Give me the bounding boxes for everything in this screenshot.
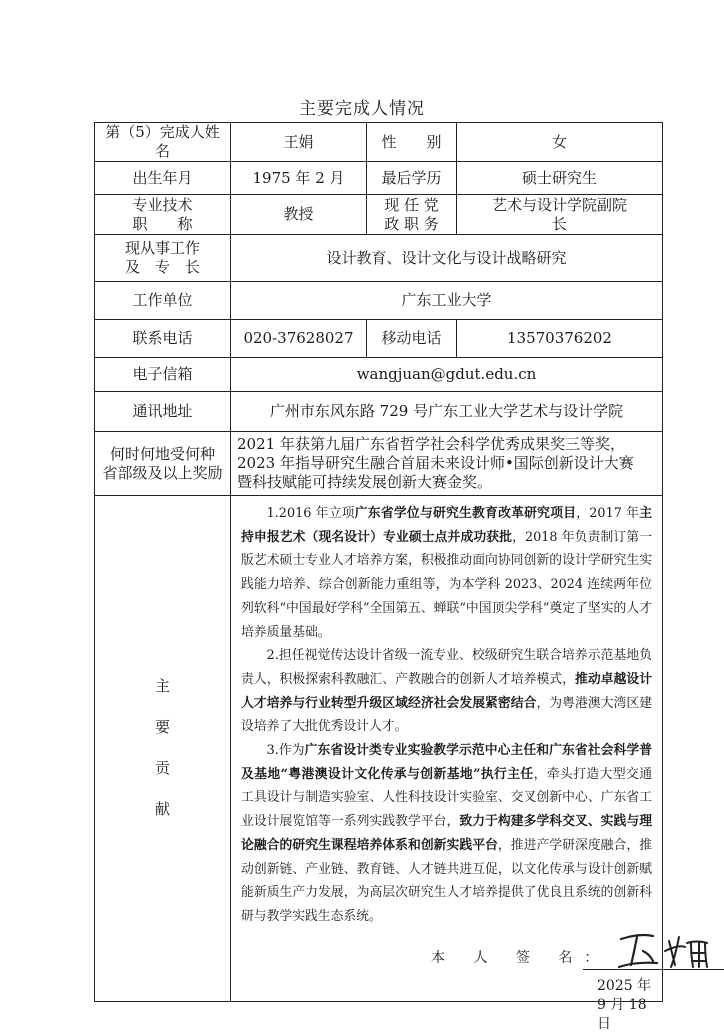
unit-label: 工作单位 <box>95 282 231 320</box>
address-row <box>95 392 663 432</box>
awards-line2: 2023 年指导研究生融合首届未来设计师•国际创新设计大赛 <box>237 454 634 472</box>
birth-label: 出生年月 <box>95 162 231 195</box>
phone-label: 联系电话 <box>95 320 231 358</box>
p2-text: ，为粤港澳大湾区建设培养了大批优秀设计人才。 <box>241 695 653 735</box>
page-title: 主要完成人情况 <box>299 99 425 119</box>
gender-label: 性 别 <box>367 123 457 162</box>
awards-label <box>95 432 231 496</box>
contribution-paragraph-1 <box>241 502 652 644</box>
title-row <box>95 195 663 235</box>
work-value: 设计教育、设计文化与设计战略研究 <box>231 235 663 282</box>
post-value <box>457 195 663 235</box>
post-label <box>367 195 457 235</box>
degree-value: 硕士研究生 <box>457 162 663 195</box>
name-value: 王娟 <box>231 123 367 162</box>
prof-title-value: 教授 <box>231 195 367 235</box>
awards-value <box>231 432 663 496</box>
email-label: 电子信箱 <box>95 358 231 392</box>
p3-text: 3.作为 <box>266 743 305 759</box>
degree-label: 最后学历 <box>367 162 457 195</box>
p3-text: ，牵头打造大型交通工具设计与制造实验室、人性科技设计实验室、交叉创新中心、广东省工业设计展览馆等一系列实践教学平台， <box>241 766 653 830</box>
email-value: wangjuan@gdut.edu.cn <box>231 358 663 392</box>
contribution-label-char: 要 <box>154 718 170 737</box>
order-label: 第（5）完成人姓名 <box>95 123 231 162</box>
p3-bold: 致力于构建多学科交叉、实践与理论融合的研究生课程培养体系和创新实践平台 <box>241 814 653 853</box>
mobile-value: 13570376202 <box>457 320 663 358</box>
mobile-label: 移动电话 <box>367 320 457 358</box>
awards-label-line2: 省部级及以上奖励 <box>102 463 223 482</box>
work-label <box>95 235 231 282</box>
prof-title-label-line1: 专业技术 <box>132 195 193 214</box>
contribution-paragraph-3 <box>241 739 652 929</box>
signature-area <box>241 937 652 1032</box>
contribution-label-char: 主 <box>154 677 170 696</box>
awards-label-line1: 何时何地受何种 <box>109 444 215 463</box>
contribution-label-char: 献 <box>154 800 170 819</box>
email-row <box>95 358 663 392</box>
signature-label: 本 人 签 名： <box>431 949 611 966</box>
p2-text: 2.担任视觉传达设计省级一流专业、校级研究生联合培养示范基地负责人，积极探索科教融汇、产教融合的创新人才培养模式， <box>241 648 652 687</box>
awards-row <box>95 432 663 496</box>
handwritten-signature <box>613 929 723 971</box>
signature-underline <box>583 969 724 970</box>
unit-row <box>95 282 663 320</box>
signature-date: 2025 年 9 月 18 日 <box>597 977 652 1032</box>
gender-value: 女 <box>457 123 663 162</box>
address-value: 广州市东风东路 729 号广东工业大学艺术与设计学院 <box>231 392 663 432</box>
p2-bold: 推动卓越设计人才培养与行业转型升级区域经济社会发展紧密结合 <box>241 671 653 711</box>
post-label-line2: 政 职 务 <box>384 214 439 233</box>
phone-value: 020-37628027 <box>231 320 367 358</box>
prof-title-label <box>95 195 231 235</box>
contribution-label <box>95 496 231 1002</box>
prof-title-label-line2: 职 称 <box>132 214 193 233</box>
phone-row <box>95 320 663 358</box>
birth-value: 1975 年 2 月 <box>231 162 367 195</box>
p1-text: ，2017 年 <box>576 506 640 521</box>
birth-row <box>95 162 663 195</box>
post-value-line1: 艺术与设计学院副院 <box>491 195 627 214</box>
work-label-line2: 及 专 长 <box>124 258 200 276</box>
p1-bold: 主持申报艺术（现名设计）专业硕士点并成功获批 <box>241 506 652 545</box>
post-label-line1: 现 任 党 <box>384 195 439 214</box>
p1-text: ，2018 年负责制订第一版艺术硕士专业人才培养方案，积极推动面向协同创新的设计学研究生实践能力培养、综合创新能力重组等，为本学科 2023、2024 连续两年位列软科“中国最好学科”全国第五、蝉联“中国顶尖学科”奠定了坚实的人才培养质量基础。 <box>241 529 653 640</box>
awards-line3: 暨科技赋能可持续发展创新大赛金奖。 <box>237 473 493 491</box>
contribution-label-char: 贡 <box>154 759 170 778</box>
contribution-content <box>231 496 663 1032</box>
work-row <box>95 235 663 282</box>
address-label: 通讯地址 <box>95 392 231 432</box>
p3-text: ，推进产学研深度融合，推动创新链、产业链、教育链、人才链共进互促，以文化传承与设计创新赋能新质生产力发展，为高层次研究生人才培养提供了优良且系统的创新科研与教学实践生态系统。 <box>241 837 653 924</box>
post-value-line2: 长 <box>551 214 567 233</box>
p1-text: 1.2016 年立项 <box>266 506 355 521</box>
p3-bold: 广东省设计类专业实验教学示范中心主任和广东省社会科学普及基地“粤港澳设计文化传承与创新基地”执行主任 <box>241 743 653 782</box>
name-row <box>95 123 663 162</box>
p1-bold: 广东省学位与研究生教育改革研究项目 <box>354 506 577 521</box>
contribution-paragraph-2 <box>241 644 652 739</box>
unit-value: 广东工业大学 <box>231 282 663 320</box>
work-label-line1: 现从事工作 <box>124 239 200 257</box>
awards-line1: 2021 年获第九届广东省哲学社会科学优秀成果奖三等奖， <box>237 435 625 453</box>
personnel-form-table <box>94 122 663 1032</box>
contribution-row <box>95 496 663 1002</box>
